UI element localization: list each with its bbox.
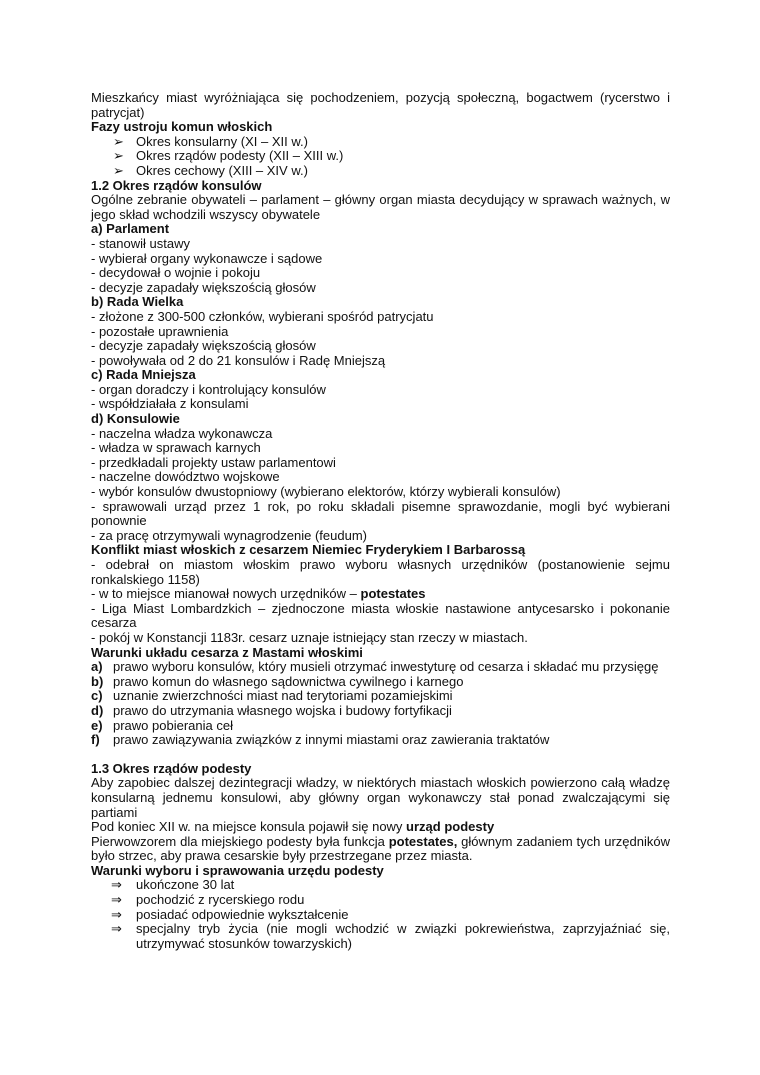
list-item: - decyzje zapadały większością głosów [91, 338, 316, 354]
intro-paragraph: Mieszkańcy miast wyróżniająca się pochodzeniem, pozycją społeczną, bogactwem (rycerstwo i patrycjat) [91, 90, 670, 120]
list-item: - sprawowali urząd przez 1 rok, po roku składali pisemne sprawozdanie, mogli być wybierani ponownie [91, 498, 670, 529]
list-item: f) prawo zawiązywania związków z innymi miastami oraz zawierania traktatów [91, 732, 550, 748]
list-item: - przedkładali projekty ustaw parlamentowi [91, 454, 336, 470]
potestates-term: potestates, [388, 833, 458, 849]
consuls-list-heading: d) Konsulowie [91, 411, 180, 427]
list-item: - za pracę otrzymywali wynagrodzenie (feudum) [91, 527, 367, 543]
conflict-heading: Konflikt miast włoskich z cesarzem Niemiec Fryderykiem I Barbarossą [91, 542, 526, 558]
list-item: d) prawo do utrzymania własnego wojska i budowy fortyfikacji [91, 702, 452, 718]
parliament-heading: a) Parlament [91, 221, 170, 237]
list-item: - współdziałała z konsulami [91, 396, 249, 412]
list-item: - w to miejsce mianował nowych urzędników – potestates [91, 586, 426, 602]
phases-heading: Fazy ustroju komun włoskich [91, 119, 273, 135]
potestates-term: potestates [360, 586, 426, 602]
arrow-bullet-icon: ➢ [113, 133, 124, 149]
list-item: - władza w sprawach karnych [91, 440, 261, 456]
list-item: - powoływała od 2 do 21 konsulów i Radę Mniejszą [91, 352, 386, 368]
list-item: - odebrał on miastom włoskim prawo wyboru własnych urzędników (postanowienie sejmu ronkalskiego 1158) [91, 557, 670, 587]
list-item: ➢ Okres konsularny (XI – XII w.) [113, 133, 308, 149]
double-arrow-bullet-icon: ⇒ [111, 892, 122, 908]
section-heading-podesta: 1.3 Okres rządów podesty [91, 760, 252, 776]
podesta-paragraph: Pierwowzorem dla miejskiego podesty była funkcja potestates, głównym zadaniem tych urzędników było strzec, aby prawa cesarskie były przestrzegane przez miasta. [91, 833, 670, 864]
requirements-heading: Warunki wyboru i sprawowania urzędu podesty [91, 862, 384, 878]
list-item: ⇒ specjalny tryb życia (nie mogli wchodzić w związki pokrewieństwa, zaprzyjaźniać się, utrzymywać stosunków towarzyskich) [111, 921, 670, 951]
list-item: ⇒ pochodzić z rycerskiego rodu [111, 892, 305, 908]
small-council-heading: c) Rada Mniejsza [91, 367, 196, 383]
conditions-list [91, 660, 670, 748]
list-item: ➢ Okres cechowy (XIII – XIV w.) [113, 162, 308, 178]
list-item: - stanowił ustawy [91, 235, 190, 251]
list-item: e) prawo pobierania ceł [91, 717, 233, 733]
list-item: - pozostałe uprawnienia [91, 323, 229, 339]
list-item: a) prawo wyboru konsulów, który musieli otrzymać inwestyturę od cesarza i składać mu przysięgę [91, 659, 659, 675]
requirements-list [91, 878, 670, 951]
list-item: b) prawo komun do własnego sądownictwa cywilnego i karnego [91, 673, 464, 689]
list-item: ➢ Okres rządów podesty (XII – XIII w.) [113, 148, 344, 164]
conditions-heading: Warunki układu cesarza z Mastami włoskimi [91, 644, 363, 660]
consuls-intro: Ogólne zebranie obywateli – parlament – główny organ miasta decydujący w sprawach ważnych, w jego skład wchodzili wszyscy obywatele [91, 192, 670, 222]
podesta-paragraph: Aby zapobiec dalszej dezintegracji władzy, w niektórych miastach włoskich powierzono całą władzę konsularną jednemu konsulowi, aby główny organ wykonawczy stał ponad zwalczającymi się partiami [91, 775, 670, 820]
list-item: - pokój w Konstancji 1183r. cesarz uznaje istniejący stan rzeczy w miastach. [91, 629, 528, 645]
list-item: - decyzje zapadały większością głosów [91, 279, 316, 295]
double-arrow-bullet-icon: ⇒ [111, 921, 122, 937]
list-item: ⇒ ukończone 30 lat [111, 877, 235, 893]
list-item: - Liga Miast Lombardzkich – zjednoczone miasta włoskie nastawione antycesarsko i pokonanie cesarza [91, 600, 670, 631]
list-item: - naczelne dowództwo wojskowe [91, 469, 280, 485]
arrow-bullet-icon: ➢ [113, 148, 124, 164]
podesta-paragraph: Pod koniec XII w. na miejsce konsula pojawił się nowy urząd podesty [91, 819, 495, 835]
list-item: - wybór konsulów dwustopniowy (wybierano elektorów, którzy wybierali konsulów) [91, 484, 561, 500]
double-arrow-bullet-icon: ⇒ [111, 906, 122, 922]
double-arrow-bullet-icon: ⇒ [111, 877, 122, 893]
list-item: - naczelna władza wykonawcza [91, 425, 273, 441]
list-item: - złożone z 300-500 członków, wybierani spośród patrycjatu [91, 308, 434, 324]
podesta-office-term: urząd podesty [406, 819, 495, 835]
spacer [91, 748, 670, 762]
arrow-bullet-icon: ➢ [113, 162, 124, 178]
list-item: ⇒ posiadać odpowiednie wykształcenie [111, 906, 349, 922]
list-item: - decydował o wojnie i pokoju [91, 265, 261, 281]
phases-list [91, 135, 670, 179]
section-heading-consuls: 1.2 Okres rządów konsulów [91, 177, 262, 193]
list-item: - wybierał organy wykonawcze i sądowe [91, 250, 323, 266]
list-item: c) uznanie zwierzchności miast nad terytoriami pozamiejskimi [91, 688, 453, 704]
great-council-heading: b) Rada Wielka [91, 294, 184, 310]
list-item: - organ doradczy i kontrolujący konsulów [91, 381, 326, 397]
